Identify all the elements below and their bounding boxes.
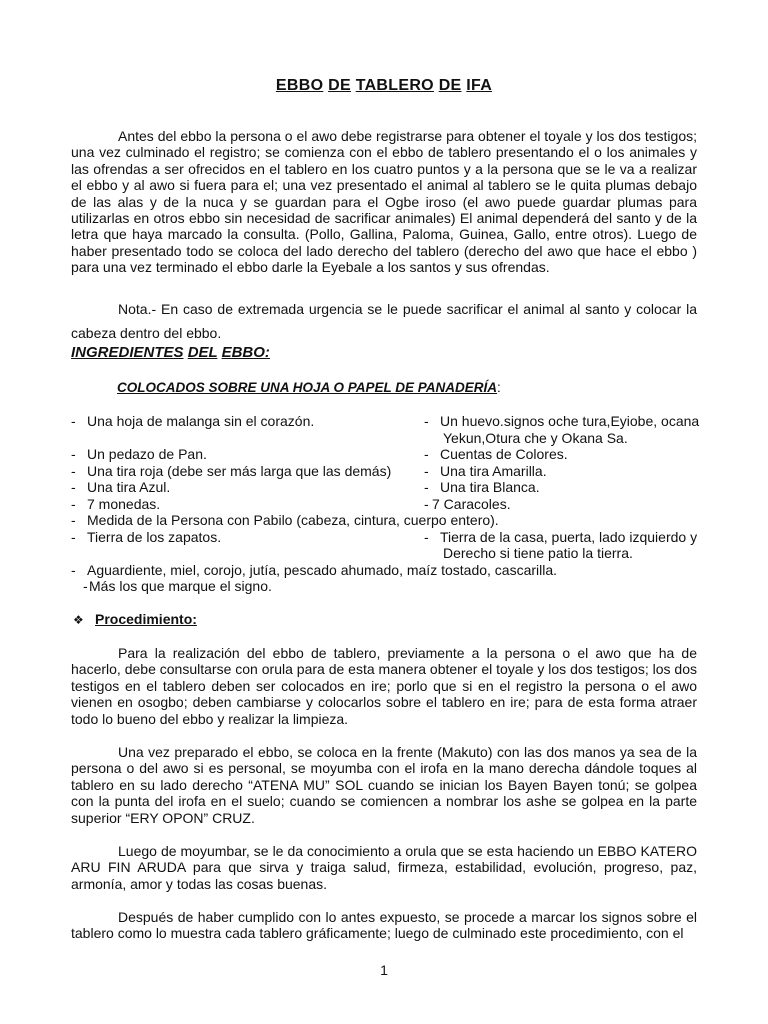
list-item [424,413,699,429]
heading-word: INGREDIENTES [71,344,184,361]
list-dash: - [424,463,429,479]
title-word: DE [328,77,351,94]
list-item [424,496,511,512]
colocados-subheading [117,380,501,396]
list-dash: - [71,479,76,495]
colocados-colon: : [497,380,501,395]
nota-paragraph: Nota.- En caso de extremada urgencia se le puede sacrificar el animal al santo y colocar la cabeza dentro del ebbo. [71,301,697,341]
list-item [83,578,272,594]
list-item [71,479,170,495]
list-dash: - [71,413,76,429]
list-item [424,479,540,495]
list-dash: - [71,446,76,462]
procedimiento-paragraph-2: Una vez preparado el ebbo, se coloca en la frente (Makuto) con las dos manos ya sea de la persona o del awo si es personal, se moyumba con el irofa en la mano derecha dándole toques al tablero en su lado derecho “ATENA MU” SOL cuando se inician los Bayen Bayen tonú; se golpea con la punta del irofa en el suelo; cuando se comiencen a nombrar los ashe se golpea en la parte superior “ERY OPON” CRUZ. [71,744,697,826]
list-item-text: Derecho si tiene patio la tierra. [443,545,633,561]
list-item-text: Medida de la Persona con Pabilo (cabeza, cintura, cuerpo entero). [87,512,499,528]
heading-word: DEL [187,344,218,361]
ingredientes-heading [71,345,270,361]
procedimiento-paragraph-3: Luego de moyumbar, se le da conocimiento a orula que se esta haciendo un EBBO KATERO ARU FIN ARUDA para que sirva y traiga salud, firmeza, estabilidad, evolución, progreso, paz, armonía, amor y todas las cosas buenas. [71,843,697,892]
list-item-text: Una tira Blanca. [440,479,540,495]
list-item-text: Aguardiente, miel, corojo, jutía, pescado ahumado, maíz tostado, cascarilla. [87,562,558,578]
list-dash: - [424,479,429,495]
list-dash: - [71,496,76,512]
intro-paragraph: Antes del ebbo la persona o el awo debe registrarse para obtener el toyale y los dos testigos; una vez culminado el registro; se comienza con el ebbo de tablero presentando el o los animales y las ofrendas a ser ofrecidos en el tablero en los cuatro puntos y a la persona que se le va a realizar el ebbo y al awo si fuera para el; una vez presentado el animal al tablero se le quita plumas debajo de las alas y de la nuca y se guardan para el Ogbe iroso (el awo puede guardar plumas para utilizarlas en otros ebbo sin necesidad de sacrificar animales) El animal dependerá del santo y de la letra que haya marcado la consulta. (Pollo, Gallina, Paloma, Guinea, Gallo, entre otros). Luego de haber presentado todo se coloca del lado derecho del tablero (derecho del awo que hace el ebbo ) para una vez terminado el ebbo darle la Eyebale a los santos y sus ofrendas. [71,128,697,276]
list-item-text: Más los que marque el signo. [89,578,272,594]
title-word: DE [438,77,462,94]
list-item-text: Una tira Azul. [87,479,171,495]
procedimiento-label: Procedimiento: [95,611,197,627]
list-item-text: Un huevo.signos oche tura,Eyiobe, ocana [440,413,700,429]
list-item [71,512,499,528]
procedimiento-paragraph-4: Después de haber cumplido con lo antes expuesto, se procede a marcar los signos sobre el tablero como lo muestra cada tablero gráficamente; luego de culminado este procedimiento, con el [71,909,697,942]
list-item-text: 7 monedas. [87,496,161,512]
list-dash: - [71,529,76,545]
list-item [71,463,391,479]
colocados-label: COLOCADOS SOBRE UNA HOJA O PAPEL DE PANADERÍA [117,380,498,395]
list-item-continuation [424,545,633,561]
list-item-text: Una hoja de malanga sin el corazón. [87,413,315,429]
list-dash: - [424,529,429,545]
procedimiento-heading [73,611,197,628]
list-dash: - [71,463,76,479]
list-item [71,529,221,545]
list-item-text: 7 Caracoles. [432,496,511,512]
list-item [424,529,697,545]
title-word: TABLERO [355,77,434,94]
list-dash: - [71,512,76,528]
list-item [71,496,160,512]
heading-word: EBBO: [221,344,270,361]
list-item-text: Yekun,Otura che y Okana Sa. [443,430,628,446]
list-dash: - [83,578,88,594]
title-word: EBBO [275,77,324,94]
list-dash: - [424,496,429,512]
title-word: IFA [466,77,493,94]
page-number: 1 [380,962,388,978]
list-item-text: Un pedazo de Pan. [87,446,207,462]
list-item [424,446,568,462]
document-title [0,78,768,94]
list-dash: - [71,562,76,578]
list-item-text: Una tira Amarilla. [440,463,547,479]
list-item [71,413,314,429]
list-item-text: Cuentas de Colores. [440,446,568,462]
list-dash: - [424,413,429,429]
list-item-text: Tierra de los zapatos. [87,529,222,545]
list-item [71,446,207,462]
list-item [424,463,547,479]
list-dash: - [424,446,429,462]
diamond-bullet-icon: ❖ [73,613,84,627]
list-item [71,562,557,578]
procedimiento-paragraph-1: Para la realización del ebbo de tablero, previamente a la persona o el awo que ha de hacerlo, debe consultarse con orula para de esta manera obtener el toyale y los dos testigos; los dos testigos en el tablero deben ser colocados en ire; porlo que si en el registro la persona o el awo vienen en osogbo; deben cambiarse y colocarlos sobre el tablero en ire; para de esta forma atraer todo lo bueno del ebbo y realizar la limpieza. [71,645,697,727]
list-item-text: Una tira roja (debe ser más larga que las demás) [87,463,392,479]
list-item-continuation [424,430,628,446]
list-item-text: Tierra de la casa, puerta, lado izquierdo y [440,529,698,545]
